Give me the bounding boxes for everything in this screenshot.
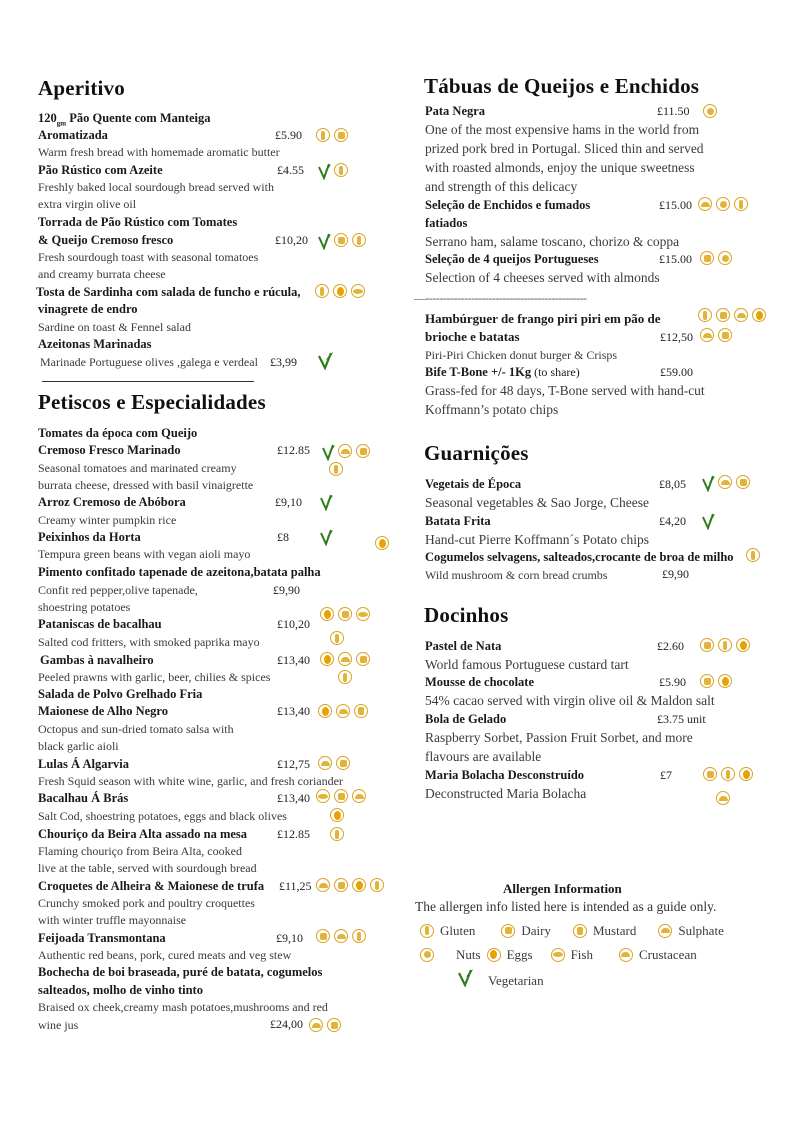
item-name: Peixinhos da Horta [38,530,141,544]
sulphate-icon [334,929,348,943]
allergen-icons [700,328,732,342]
item-name: Hambúrguer de frango piri piri em pão de [425,311,661,326]
item-name: Vegetais de Época [425,477,522,491]
allergen-info-title: Allergen Information [503,881,622,896]
item-name: Pata Negra [425,104,486,118]
item-price: £12,75 [277,757,310,771]
item-name: brioche e batatas [425,329,520,344]
allergen-icons [700,638,750,652]
allergen-icons [329,462,343,476]
item-name: Salada de Polvo Grelhado Fria [38,687,203,701]
item-price: £9,90 [662,567,689,581]
item-name: salteados, molho de vinho tinto [38,983,203,997]
item-price: £2.60 [657,639,684,653]
item-description: Tempura green beans with vegan aioli mayo [38,547,251,561]
allergen-icons [338,670,352,684]
allergen-icons [700,474,750,490]
item-description: Warm fresh bread with homemade aromatic butter [38,145,280,159]
item-description: wine jus [38,1018,79,1032]
item-description: Piri-Piri Chicken donut burger & Crisps [425,348,618,362]
item-name: Maionese de Alho Negro [38,704,168,718]
item-name: $120_{gm}$ Pão Quente com Manteiga [38,111,211,128]
dairy-icon [700,674,714,688]
item-description: Wild mushroom & corn bread crumbs [425,568,608,582]
gluten-icon [734,197,748,211]
gluten-icon [338,670,352,684]
legend-label-eggs: Eggs [506,947,533,962]
allergen-icons [698,197,748,211]
item-price: £13,40 [277,704,310,718]
item-name: Pão Rústico com Azeite [38,163,163,177]
allergen-icons [330,808,344,822]
sulphate-icon [352,789,366,803]
section-title-tabuas: Tábuas de Queijos e Enchidos [424,74,700,98]
item-price: £5.90 [659,675,686,689]
item-name: Batata Frita [425,514,491,528]
gluten-icon [721,767,735,781]
section-divider: —---------------------------------------------- [414,291,587,305]
item-price: £10,20 [275,233,308,247]
allergen-icons [698,308,766,322]
sulphate-icon [338,444,352,458]
allergen-icons [316,929,366,943]
dairy-icon [703,767,717,781]
eggs-icon [739,767,753,781]
vegetarian-icon [316,350,330,366]
gluten-icon [698,308,712,322]
vegetarian-icon [456,967,474,987]
item-price: £24,00 [270,1017,303,1031]
dairy-icon [338,607,352,621]
item-name: Pastel de Nata [425,639,502,653]
sulphate-icon [309,1018,323,1032]
item-name: Seleção de 4 queijos Portugueses [425,252,599,266]
item-name: Chouriço da Beira Alta assado na mesa [38,827,248,841]
item-description: extra virgin olive oil [38,197,137,211]
item-price: £59.00 [660,365,693,379]
sulphate-icon [316,878,330,892]
dairy-icon [700,251,714,265]
item-name: Bola de Gelado [425,712,507,726]
vegetarian-icon [318,493,332,509]
fish-icon [551,948,565,962]
item-price: £15.00 [659,198,692,212]
dairy-icon [316,929,330,943]
allergen-icons [700,512,714,528]
fish-icon [351,284,365,298]
vegetarian-icon [700,474,714,490]
item-price: £3.75 unit [657,712,706,726]
item-description: Creamy winter pumpkin rice [38,513,177,527]
item-description: Deconstructed Maria Bolacha [425,786,587,801]
item-name: Seleção de Enchidos e fumados [425,198,591,212]
allergen-icons [375,536,389,550]
item-name: Feijoada Transmontana [38,931,166,945]
item-description: Confit red pepper,olive tapenade, [38,583,198,597]
vegetarian-icon [320,443,334,459]
item-description: Peeled prawns with garlic, beer, chilies & spices [38,670,271,684]
legend-label-mustard: Mustard [593,923,637,938]
gluten-icon [330,827,344,841]
allergen-icons [330,827,344,841]
dairy-icon [327,1018,341,1032]
item-description: black garlic aioli [38,739,119,753]
eggs-icon [330,808,344,822]
eggs-icon [752,308,766,322]
item-name: Mousse de chocolate [425,675,535,689]
sulphate-icon [718,475,732,489]
allergen-legend-row [456,964,544,989]
item-price: £12,50 [660,330,693,344]
item-name: Torrada de Pão Rústico com Tomates [38,215,238,229]
item-price: £11,25 [279,879,312,893]
sulphate-icon [716,791,730,805]
item-price: £5.90 [275,128,302,142]
gluten-icon [329,462,343,476]
allergen-icons [318,756,350,770]
item-price: £9,10 [276,931,303,945]
item-price: £9,90 [273,583,300,597]
eggs-icon [333,284,347,298]
gluten-icon [334,163,348,177]
mustard-icon [573,924,587,938]
eggs-icon [375,536,389,550]
legend-label-gluten: Gluten [440,923,476,938]
item-description: prized pork bred in Portugal. Sliced thin and served [425,141,704,156]
item-description: Salt Cod, shoestring potatoes, eggs and black olives [38,809,287,823]
item-name: vinagrete de endro [38,302,138,316]
item-description: 54% cacao served with virgin olive oil & Maldon salt [425,693,715,708]
allergen-icons [700,674,732,688]
legend-label-dairy: Dairy [521,923,551,938]
item-price: £4.55 [277,163,304,177]
allergen-icons [316,789,366,803]
item-price: £13,40 [277,791,310,805]
item-price: £4,20 [659,514,686,528]
item-description: and creamy burrata cheese [38,267,166,281]
allergen-icons [315,284,365,298]
item-description: Flaming chouriço from Beira Alta, cooked [38,844,242,858]
dairy-icon [334,233,348,247]
allergen-icons [318,493,332,509]
item-description: Grass-fed for 48 days, T-Bone served with hand-cut [425,383,705,398]
gluten-icon [352,233,366,247]
item-price: £11.50 [657,104,690,118]
section-divider [42,381,254,382]
item-name: Gambas à navalheiro [40,653,154,667]
fish-icon [316,789,330,803]
gluten-icon [315,284,329,298]
allergen-icons [316,350,330,366]
legend-label-fish: Fish [570,947,593,962]
vegetarian-icon [700,512,714,528]
eggs-icon [736,638,750,652]
gluten-icon [746,548,760,562]
legend-label-nuts: Nuts [456,947,481,962]
dairy-icon [334,789,348,803]
item-description: Crunchy smoked pork and poultry croquettes [38,896,255,910]
gluten-icon [330,631,344,645]
eggs-icon [352,878,366,892]
allergen-icons [746,548,760,562]
nuts-icon [716,197,730,211]
item-description: Selection of 4 cheeses served with almonds [425,270,660,285]
item-name: Azeitonas Marinadas [38,337,152,351]
item-name: Bife T-Bone +/- 1Kg (to share) [425,365,580,379]
item-name: Lulas Á Algarvia [38,757,129,771]
item-description: Koffmann’s potato chips [425,402,559,417]
item-description: Freshly baked local sourdough bread served with [38,180,274,194]
allergen-icons [318,528,332,544]
item-name: Arroz Cremoso de Abóbora [38,495,186,509]
allergen-icons [316,232,366,248]
item-name: Tosta de Sardinha com salada de funcho e rúcula, [36,285,301,299]
dairy-icon [356,652,370,666]
item-name: Cogumelos selvagens, salteados,crocante de broa de milho [425,550,734,564]
nuts-icon [718,251,732,265]
sulphate-icon [700,328,714,342]
item-description: Fresh sourdough toast with seasonal tomatoes [38,250,259,264]
eggs-icon [320,652,334,666]
item-description: burrata cheese, dressed with basil vinaigrette [38,478,254,492]
item-description: Octopus and sun-dried tomato salsa with [38,722,234,736]
section-title-petiscos: Petiscos e Especialidades [38,390,266,414]
item-price: £8 [277,530,289,544]
item-price: £9,10 [275,495,302,509]
eggs-icon [320,607,334,621]
dairy-icon [718,328,732,342]
item-description: One of the most expensive hams in the world from [425,122,700,137]
dairy-icon [334,878,348,892]
allergen-icons [716,791,730,805]
section-title-aperitivo: Aperitivo [38,76,125,100]
eggs-icon [487,948,501,962]
mustard-icon [354,704,368,718]
item-name: Maria Bolacha Desconstruído [425,768,585,782]
nuts-icon [420,948,434,962]
allergen-icons [316,878,384,892]
dairy-icon [356,444,370,458]
nuts-icon [703,104,717,118]
gluten-icon [420,924,434,938]
gluten-icon [316,128,330,142]
item-price: £12.85 [277,827,310,841]
item-name: & Queijo Cremoso fresco [38,233,174,247]
item-description: Fresh Squid season with white wine, garlic, and fresh coriander [38,774,343,788]
allergen-icons [318,704,368,718]
allergen-legend-row [420,946,697,963]
item-description: World famous Portuguese custard tart [425,657,629,672]
section-title-docinhos: Docinhos [424,603,509,627]
vegetarian-icon [318,528,332,544]
sulphate-icon [698,197,712,211]
item-description: Hand-cut Pierre Koffmann´s Potato chips [425,532,649,547]
allergen-icons [320,443,370,459]
item-name: Tomates da época com Queijo [38,426,198,440]
dairy-icon [334,128,348,142]
sulphate-icon [658,924,672,938]
item-name: Bacalhau Á Brás [38,791,129,805]
crustacean-icon [318,756,332,770]
item-price: £10,20 [277,617,310,631]
eggs-icon [718,674,732,688]
item-price: £12.85 [277,443,310,457]
allergen-icons [703,104,717,118]
item-name: Cremoso Fresco Marinado [38,443,181,457]
item-name: Bochecha de boi braseada, puré de batata, cogumelos [38,965,323,979]
item-description: Authentic red beans, pork, cured meats and veg stew [38,948,292,962]
item-description: with roasted almonds, enjoy the unique sweetness [425,160,695,175]
item-description: Marinade Portuguese olives ,galega e verdeal [40,355,258,369]
item-name: Pataniscas de bacalhau [38,617,162,631]
allergen-icons [330,631,344,645]
allergen-icons [700,251,732,265]
gluten-icon [352,929,366,943]
item-price: £13,40 [277,653,310,667]
item-name: fatiados [425,216,468,230]
fish-icon [356,607,370,621]
gluten-icon [370,878,384,892]
eggs-icon [318,704,332,718]
item-description: Braised ox cheek,creamy mash potatoes,mushrooms and red [38,1000,328,1014]
sulphate-icon [734,308,748,322]
item-description: and strength of this delicacy [425,179,578,194]
allergen-icons [316,128,348,142]
legend-label-sulphate: Sulphate [678,923,724,938]
item-description: shoestring potatoes [38,600,131,614]
item-price: £8,05 [659,477,686,491]
vegetarian-icon [316,162,330,178]
crustacean-icon [619,948,633,962]
dairy-icon [736,475,750,489]
gluten-icon [718,638,732,652]
allergen-icons [703,767,753,781]
item-description: Salted cod fritters, with smoked paprika mayo [38,635,260,649]
item-price: £3,99 [270,355,297,369]
legend-label-vegetarian: Vegetarian [488,973,544,988]
dairy-icon [700,638,714,652]
item-description: live at the table, served with sourdough bread [38,861,257,875]
item-description: Sardine on toast & Fennel salad [38,320,191,334]
allergen-icons [316,162,348,178]
item-description: Serrano ham, salame toscano, chorizo & coppa [425,234,680,249]
item-description: with winter truffle mayonnaise [38,913,187,927]
vegetarian-icon [316,232,330,248]
item-name: Aromatizada [38,128,108,142]
section-title-guarnicoes: Guarnições [424,441,529,465]
item-price: £15.00 [659,252,692,266]
item-description: Seasonal vegetables & Sao Jorge, Cheese [425,495,649,510]
allergen-icons [320,607,370,621]
crustacean-icon [338,652,352,666]
item-description: Seasonal tomatoes and marinated creamy [38,461,237,475]
item-name: Pimento confitado tapenade de azeitona,batata palha [38,565,321,579]
dairy-icon [716,308,730,322]
dairy-icon [501,924,515,938]
item-price: £7 [660,768,672,782]
item-description: Raspberry Sorbet, Passion Fruit Sorbet, and more [425,730,693,745]
allergen-info-note: The allergen info listed here is intended as a guide only. [415,899,717,914]
allergen-legend-row [420,922,724,939]
item-description: flavours are available [425,749,542,764]
allergen-icons [309,1018,341,1032]
legend-label-crustacean: Crustacean [638,947,697,962]
crustacean-icon [336,704,350,718]
item-name: Croquetes de Alheira & Maionese de trufa [38,879,265,893]
dairy-icon [336,756,350,770]
allergen-icons [320,652,370,666]
